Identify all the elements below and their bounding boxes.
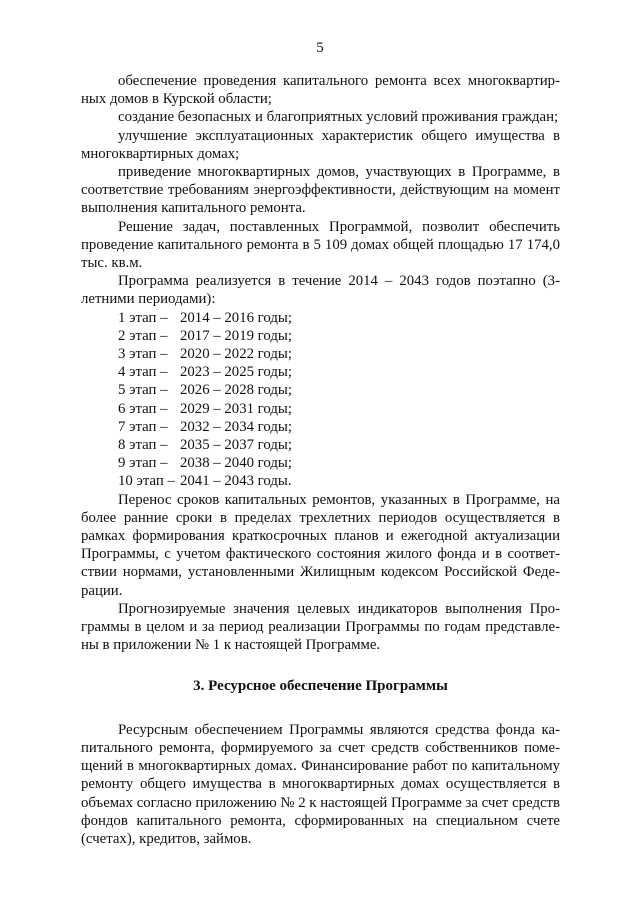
stage-period: 2017 – 2019 годы; (180, 327, 292, 344)
stage-period: 2023 – 2025 годы; (180, 364, 292, 381)
stage-label: 9 этап – (118, 455, 168, 472)
stage-period: 2029 – 2031 годы; (180, 400, 292, 417)
stage-period: 2032 – 2034 годы; (180, 418, 292, 435)
stage-list (118, 309, 560, 491)
paragraph: Программа реализуется в течение 2014 – 2043 годов поэтапно (3-летними периодами): (81, 273, 560, 308)
stage-item (118, 400, 560, 418)
paragraph: приведение многоквартирных домов, участвующих в Программе, в соответствие требованиям энергоэффективности, действующим на момент выполнения капитального ремонта. (81, 164, 560, 217)
stage-label: 8 этап – (118, 437, 168, 454)
stage-period: 2020 – 2022 годы; (180, 346, 292, 363)
stage-item (118, 363, 560, 381)
stage-period: 2035 – 2037 годы; (180, 437, 292, 454)
paragraph: улучшение эксплуатационных характеристик общего имущества в многоквартирных домах; (81, 127, 560, 162)
stage-label: 5 этап – (118, 382, 168, 399)
stage-item (118, 454, 560, 472)
stage-item (118, 472, 560, 490)
stage-item (118, 381, 560, 399)
page-number: 5 (316, 40, 324, 56)
stage-item (118, 345, 560, 363)
stage-label: 6 этап – (118, 400, 168, 417)
stage-period: 2038 – 2040 годы; (180, 455, 292, 472)
paragraph: обеспечение проведения капитального ремонта всех многоквартирных домов в Курской области; (81, 73, 560, 108)
paragraph: Перенос сроков капитальных ремонтов, указанных в Программе, на более ранние сроки в пределах трехлетних периодов осуществляется в рамках формирования краткосрочных планов и ежегодной актуализации Программы, с учетом фактического состояния жилого фонда и в соответствии нормами, установленными Жилищным кодексом Российской Федерации. (81, 491, 560, 599)
paragraph: Решение задач, поставленных Программой, позволит обеспечить проведение капитального ремонта в 5 109 домах общей площадью 17 174,0 тыс. кв.м. (81, 218, 560, 272)
paragraph: Прогнозируемые значения целевых индикаторов выполнения Программы в целом и за период реализации Программы по годам представлены в приложении № 1 к настоящей Программе. (81, 600, 560, 654)
paragraph: создание безопасных и благоприятных условий проживания граждан; (118, 109, 559, 126)
stage-period: 2026 – 2028 годы; (180, 382, 292, 399)
stage-label: 4 этап – (118, 364, 168, 381)
stage-item (118, 327, 560, 345)
stage-item (118, 418, 560, 436)
stage-label: 7 этап – (118, 418, 168, 435)
stage-period: 2041 – 2043 годы. (180, 473, 292, 490)
stage-period: 2014 – 2016 годы; (180, 309, 292, 326)
document-body (81, 72, 560, 848)
stage-label: 1 этап – (118, 309, 168, 326)
stage-label: 3 этап – (118, 346, 168, 363)
stage-label: 10 этап – (118, 473, 175, 490)
stage-item (118, 309, 560, 327)
stage-item (118, 436, 560, 454)
stage-label: 2 этап – (118, 327, 168, 344)
paragraph: Ресурсным обеспечением Программы являются средства фонда капитального ремонта, формируемого за счет средств собственников помещений в многоквартирных домах. Финансирование работ по капитальному ремонту общего имущества в многоквартирных домах осуществляется в объемах согласно приложению № 2 к настоящей Программе за счет средств фондов капитального ремонта, сформированных на специальном счете (счетах), кредитов, займов. (81, 721, 560, 847)
section-heading: 3. Ресурсное обеспечение Программы (193, 677, 448, 694)
